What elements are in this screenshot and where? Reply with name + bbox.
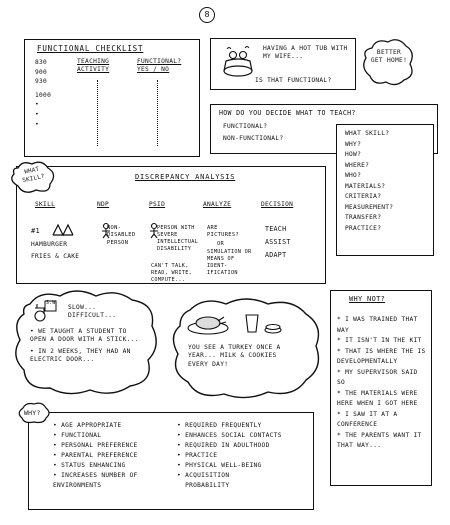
decide-line-functional: FUNCTIONAL? [223, 123, 268, 130]
checklist-times [35, 58, 51, 129]
analyze-pictures: ARE PICTURES? [207, 225, 239, 239]
analyze-simulation: SIMULATION OR MEANS OF IDENT- IFICATION [207, 249, 252, 277]
why-item-text: PHYSICAL WELL-BEING [185, 461, 262, 469]
why-not-item: * THAT IS WHERE THE IS DEVELOPMENTALLY [337, 347, 426, 366]
milk-glass-icon [244, 314, 260, 334]
why-item: • PERSONAL PREFERENCE [53, 441, 138, 449]
question-item: WHERE? [345, 161, 370, 169]
why-not-item-text: IT ISN'T IN THE KIT [345, 337, 422, 345]
why-item-text: AGE APPROPRIATE [61, 422, 122, 429]
psid-text: PERSON WITH SEVERE INTELLECTUAL DISABILITY [157, 225, 199, 253]
analyze-or: OR [217, 241, 225, 247]
ndp-text: NON- DISABLED PERSON [107, 225, 136, 246]
why-item: • PRACTICE [177, 451, 218, 459]
why-item-text: STATUS ENHANCING [61, 461, 126, 469]
why-not-item-text: THE PARENTS WANT IT THAT WAY... [337, 431, 422, 450]
why-not-item-text: THAT IS WHERE THE IS DEVELOPMENTALLY [337, 347, 426, 366]
header-skill: SKILL [35, 201, 56, 208]
decision-adapt: ADAPT [265, 251, 287, 259]
slow-cloud-line: • IN 2 WEEKS, THEY HAD AN ELECTRIC DOOR... [30, 347, 131, 364]
what-skill-cloud-text: WHAT SKILL? [21, 166, 46, 185]
checklist-time: 830 [35, 59, 48, 66]
why-not-box [330, 290, 432, 486]
why-not-item: * MY SUPERVISOR SAID SO [337, 368, 418, 387]
why-not-item-text: THE MATERIALS WERE HERE WHEN I GOT HERE [337, 389, 418, 408]
discrepancy-title: DISCREPANCY ANALYSIS [135, 173, 236, 181]
decide-title: HOW DO YOU DECIDE WHAT TO TEACH? [219, 109, 356, 117]
why-item-text: PARENTAL PREFERENCE [61, 451, 138, 459]
turkey-platter-icon [186, 312, 230, 336]
question-item: TRANSFER? [345, 214, 382, 222]
why-not-item-text: I SAW IT AT A CONFERENCE [337, 410, 398, 429]
why-not-item-text: I WAS TRAINED THAT WAY [337, 316, 418, 334]
discrepancy-analysis-box [16, 166, 326, 284]
psid-note: CAN'T TALK, READ, WRITE, COMPUTE... [151, 263, 193, 284]
decide-line-nonfunctional: NON-FUNCTIONAL? [223, 135, 284, 142]
why-item-text: REQUIRED IN ADULTHOOD [185, 441, 270, 449]
why-item-text: INCREASES NUMBER OF ENVIRONMENTS [53, 471, 138, 489]
functional-checklist-box [24, 39, 200, 157]
why-item: • FUNCTIONAL [53, 431, 102, 439]
skill-fries-cake: FRIES & CAKE [31, 253, 80, 260]
slow-cloud-sign: S.W [46, 301, 56, 306]
why-item-text: PERSONAL PREFERENCE [61, 441, 138, 449]
why-item [177, 481, 307, 491]
question-item: WHY? [345, 140, 362, 148]
functional-dotted-line [157, 80, 158, 146]
page-number [199, 7, 215, 23]
question-list [345, 129, 393, 234]
why-item-text: PROBABILITY [185, 481, 230, 489]
header-ndp: NDP [97, 201, 110, 208]
why-item: • PHYSICAL WELL-BEING [177, 461, 262, 469]
checklist-time: • [35, 101, 40, 109]
slow-cloud-lines [30, 328, 142, 364]
slow-cloud-thought: SLOW... DIFFICULT... [68, 304, 117, 320]
checklist-time: 1000 [35, 91, 52, 99]
page-number-text: 8 [204, 10, 210, 19]
why-item: • STATUS ENHANCING [53, 461, 126, 469]
why-not-title: WHY NOT? [349, 295, 386, 303]
hot-tub-sketch [221, 45, 255, 79]
why-col1 [53, 421, 171, 490]
decision-teach: TEACH [265, 225, 287, 233]
slow-cloud-line: • WE TAUGHT A STUDENT TO OPEN A DOOR WITH A STICK... [30, 328, 139, 344]
hot-tub-question: IS THAT FUNCTIONAL? [255, 77, 332, 84]
checklist-time: 930 [35, 78, 48, 86]
teaching-dotted-line [97, 80, 98, 146]
why-item-text: REQUIRED FREQUENTLY [185, 422, 262, 429]
why-item-text: ACQUISITION [185, 471, 230, 479]
question-list-box [336, 124, 434, 256]
hot-tub-note-box [210, 38, 356, 90]
why-item-text: FUNCTIONAL [61, 431, 102, 439]
header-psid: PSID [149, 201, 166, 208]
why-not-item: * THE MATERIALS WERE HERE WHEN I GOT HERE [337, 389, 418, 408]
question-item: HOW? [345, 151, 362, 159]
checklist-time: • [35, 111, 40, 119]
why-item: • PARENTAL PREFERENCE [53, 451, 138, 459]
checklist-header-functional: FUNCTIONAL? YES / NO [137, 58, 182, 74]
slow-cloud-line-text: WE TAUGHT A STUDENT TO OPEN A DOOR WITH A STICK... [30, 328, 139, 344]
question-item: PRACTICE? [345, 224, 382, 232]
header-decision: DECISION [261, 201, 294, 208]
why-not-item-text: MY SUPERVISOR SAID SO [337, 368, 418, 387]
why-not-item: * IT ISN'T IN THE KIT [337, 337, 422, 345]
question-item: MEASUREMENT? [345, 203, 394, 211]
cookies-icon [264, 322, 282, 334]
checklist-time: 900 [35, 68, 48, 76]
why-item-text: PRACTICE [185, 451, 218, 459]
question-item: WHAT SKILL? [345, 130, 390, 137]
skill-number: #1 [31, 227, 41, 235]
slow-cloud-line-text: IN 2 WEEKS, THEY HAD AN ELECTRIC DOOR... [30, 347, 131, 364]
question-item: MATERIALS? [345, 182, 386, 190]
checklist-header-teaching: TEACHING ACTIVITY [77, 58, 110, 74]
question-item: CRITERIA? [345, 193, 382, 201]
why-item-text: ENHANCES SOCIAL CONTACTS [185, 431, 282, 439]
why-item: • REQUIRED IN ADULTHOOD [177, 441, 270, 449]
why-item: • AGE APPROPRIATE [53, 422, 122, 429]
why-col2 [177, 421, 307, 490]
decision-assist: ASSIST [265, 238, 291, 246]
why-not-item: * I WAS TRAINED THAT WAY [337, 316, 418, 334]
why-not-item: * THE PARENTS WANT IT THAT WAY... [337, 431, 422, 450]
checklist-time: • [35, 120, 40, 128]
why-item: • REQUIRED FREQUENTLY [177, 422, 262, 429]
skill-hamburger: HAMBURGER [31, 241, 68, 248]
why-cloud-label: WHY? [24, 409, 41, 417]
hot-tub-text: HAVING A HOT TUB WITH MY WIFE... [263, 45, 348, 61]
cake-sketch-icon [51, 223, 75, 237]
why-item: • INCREASES NUMBER OF ENVIRONMENTS [53, 471, 138, 489]
header-analyze: ANALYZE [203, 201, 232, 208]
why-item: • ACQUISITION [177, 471, 230, 479]
why-not-item: * I SAW IT AT A CONFERENCE [337, 410, 398, 429]
question-item: WHO? [345, 172, 362, 180]
checklist-title: FUNCTIONAL CHECKLIST [37, 44, 144, 53]
why-not-list [337, 315, 429, 452]
why-item: • ENHANCES SOCIAL CONTACTS [177, 431, 282, 439]
turkey-cloud-text: YOU SEE A TURKEY ONCE A YEAR... MILK & COOKIES EVERY DAY! [188, 344, 281, 368]
why-box [28, 412, 314, 510]
better-get-home-text: BETTER GET HOME! [370, 49, 408, 65]
